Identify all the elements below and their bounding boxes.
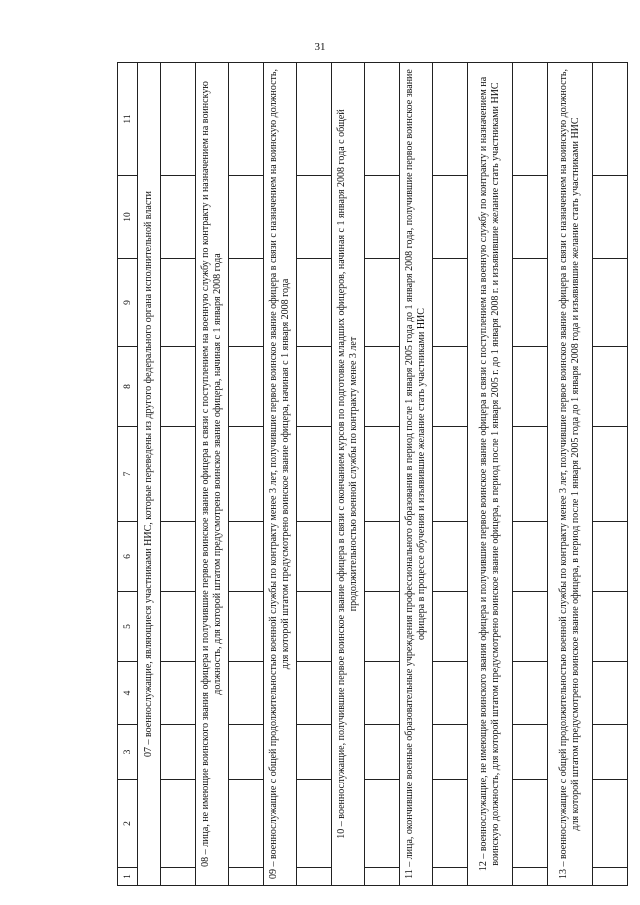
section-row <box>548 63 593 886</box>
table-cell <box>513 725 548 780</box>
section-row <box>332 63 365 886</box>
table-row <box>229 63 264 886</box>
table-cell <box>161 522 196 592</box>
table-cell <box>433 780 468 868</box>
table-row <box>433 63 468 886</box>
section-label: 08 – лица, не имеющие воинского звания офицера и получившие первое воинское звание офицера в связи с поступлением на военную службу по контракту и назначением на воинскую должность, для которой штатом предусмотрено воинское звание офицера, начиная с 1 января 2008 года <box>196 63 229 886</box>
table-cell <box>161 427 196 522</box>
section-label: 11 – лица, окончившие военные образовательные учреждения профессионального образования в период после 1 января 2005 года до 1 января 2008 года, получившие первое воинское звание офицера в процессе обучения и изъявившие желание стать участниками НИС <box>400 63 433 886</box>
column-header: 2 <box>118 780 138 868</box>
table-cell <box>365 725 400 780</box>
section-row <box>264 63 297 886</box>
table-cell <box>513 347 548 427</box>
table-cell <box>365 780 400 868</box>
section-row <box>196 63 229 886</box>
table-cell <box>229 780 264 868</box>
section-row <box>400 63 433 886</box>
table-cell <box>513 259 548 347</box>
table-cell <box>161 347 196 427</box>
table-cell <box>593 347 628 427</box>
table-cell <box>513 868 548 886</box>
section-label: 12 – военнослужащие, не имеющие воинского звания офицера и получившие первое воинское звание офицера в связи с поступлением на военную службу по контракту и назначением на воинскую должность, для которой штатом предусмотрено воинское звание офицера, в период после 1 января 2005 г. до 1 января 2008 г. и изъявившие желание стать участниками НИС <box>468 63 513 886</box>
column-header: 9 <box>118 259 138 347</box>
table-cell <box>433 522 468 592</box>
section-label: 09 – военнослужащие с общей продолжительностью военной службы по контракту менее 3 лет, получившие первое воинское звание офицера в связи с назначением на воинскую должность, для которой штатом предусмотрено воинское звание офицера, начиная с 1 января 2008 года <box>264 63 297 886</box>
column-header: 6 <box>118 522 138 592</box>
table-cell <box>365 176 400 259</box>
table-cell <box>593 259 628 347</box>
table-cell <box>229 427 264 522</box>
table-cell <box>593 868 628 886</box>
table-cell <box>161 592 196 662</box>
column-header: 10 <box>118 176 138 259</box>
table-cell <box>513 176 548 259</box>
table-cell <box>365 427 400 522</box>
table-cell <box>229 259 264 347</box>
table-cell <box>297 725 332 780</box>
table-cell <box>229 176 264 259</box>
column-header: 4 <box>118 662 138 725</box>
data-table <box>117 62 628 886</box>
section-row <box>138 63 161 886</box>
table-row <box>161 63 196 886</box>
table-row <box>513 63 548 886</box>
section-label: 13 – военнослужащие с общей продолжительностью военной службы по контракту менее 3 лет, получившие первое воинское звание офицера в связи с назначением на воинскую должность, для которой штатом предусмотрено воинское звание офицера, в период после 1 января 2005 года до 1 января 2008 года и изъявившие желание стать участниками НИС <box>548 63 593 886</box>
column-header: 1 <box>118 868 138 886</box>
table-cell <box>365 868 400 886</box>
table-cell <box>161 259 196 347</box>
table-cell <box>161 176 196 259</box>
table-cell <box>593 427 628 522</box>
table-cell <box>297 662 332 725</box>
table-cell <box>229 63 264 176</box>
section-label: 10 – военнослужащие, получившие первое воинское звание офицера в связи с окончанием курсов по подготовке младших офицеров, начиная с 1 января 2008 года с общей продолжительностью военной службы по контракту менее 3 лет <box>332 63 365 886</box>
table-cell <box>229 522 264 592</box>
table-cell <box>433 662 468 725</box>
table-cell <box>365 259 400 347</box>
column-header: 11 <box>118 63 138 176</box>
column-header: 3 <box>118 725 138 780</box>
table-cell <box>161 868 196 886</box>
table-cell <box>161 725 196 780</box>
table-row <box>297 63 332 886</box>
table-cell <box>297 522 332 592</box>
table-cell <box>297 176 332 259</box>
table-cell <box>297 427 332 522</box>
table-cell <box>297 592 332 662</box>
table-cell <box>365 592 400 662</box>
table-cell <box>161 662 196 725</box>
table-cell <box>297 259 332 347</box>
rotated-table-container <box>117 63 581 886</box>
table-cell <box>593 522 628 592</box>
section-row <box>468 63 513 886</box>
table-cell <box>365 347 400 427</box>
table-cell <box>365 522 400 592</box>
table-cell <box>433 176 468 259</box>
table-row <box>365 63 400 886</box>
table-cell <box>433 63 468 176</box>
section-label: 07 – военнослужащие, являющиеся участниками НИС, которые переведены из другого федерального органа исполнительной власти <box>138 63 161 886</box>
table-cell <box>229 592 264 662</box>
table-cell <box>433 347 468 427</box>
table-cell <box>433 725 468 780</box>
column-header: 7 <box>118 427 138 522</box>
table-cell <box>297 780 332 868</box>
table-cell <box>513 780 548 868</box>
table-cell <box>229 725 264 780</box>
table-cell <box>297 347 332 427</box>
table-cell <box>593 780 628 868</box>
table-cell <box>593 63 628 176</box>
table-cell <box>433 868 468 886</box>
table-cell <box>513 63 548 176</box>
page-number: 31 <box>314 41 326 53</box>
table-cell <box>297 63 332 176</box>
column-header: 8 <box>118 347 138 427</box>
table-cell <box>513 522 548 592</box>
table-cell <box>513 427 548 522</box>
table-cell <box>593 662 628 725</box>
table-cell <box>593 592 628 662</box>
table-cell <box>433 592 468 662</box>
table-cell <box>229 347 264 427</box>
table-cell <box>229 868 264 886</box>
table-cell <box>297 868 332 886</box>
table-row <box>593 63 628 886</box>
table-cell <box>365 662 400 725</box>
table-cell <box>513 662 548 725</box>
table-cell <box>229 662 264 725</box>
table-cell <box>433 259 468 347</box>
table-cell <box>161 780 196 868</box>
table-cell <box>593 725 628 780</box>
table-cell <box>365 63 400 176</box>
table-cell <box>161 63 196 176</box>
column-header: 5 <box>118 592 138 662</box>
table-cell <box>593 176 628 259</box>
table-cell <box>513 592 548 662</box>
column-number-row <box>118 63 138 886</box>
table-cell <box>433 427 468 522</box>
